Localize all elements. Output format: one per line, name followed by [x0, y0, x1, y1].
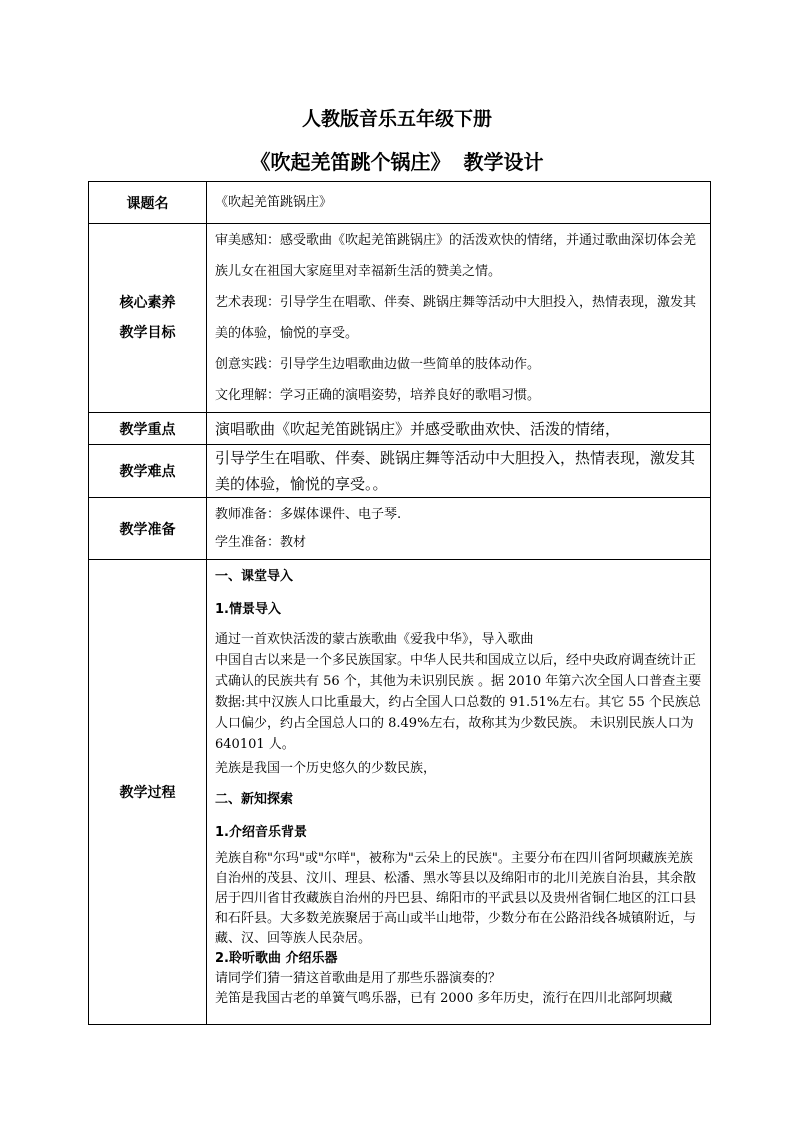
music-background-heading: 1.介绍音乐背景	[215, 825, 307, 840]
qiangdi-intro-text: 羌笛是我国古老的单簧气鸣乐器，已有 2000 多年历史，流行在四川北部阿坝藏	[215, 991, 673, 1006]
intro-lead-text: 通过一首欢快活泼的蒙古族歌曲《爱我中华》，导入歌曲	[215, 632, 534, 647]
goal-expression: 艺术表现：引导学生在唱歌、伴奏、跳锅庄舞等活动中大胆投入，热情表现，激发其美的体验，愉悦的享受。	[215, 295, 697, 341]
goals-label-line1: 核心素养	[119, 295, 176, 311]
goal-creative: 创意实践：引导学生边唱歌曲边做一些简单的肢体动作。	[215, 357, 541, 372]
process-label: 教学过程	[89, 560, 207, 1025]
listen-instrument-heading: 2.聆听歌曲 介绍乐器	[215, 951, 338, 966]
topic-row	[89, 182, 711, 224]
key-point-row	[89, 413, 711, 445]
key-point-text: 演唱歌曲《吹起羌笛跳锅庄》并感受歌曲欢快、活泼的情绪，	[215, 419, 621, 438]
scenario-intro-heading: 1.情景导入	[215, 602, 281, 617]
key-point-label: 教学重点	[89, 413, 207, 445]
section-intro-heading: 一、课堂导入	[215, 569, 294, 584]
goals-content	[207, 224, 711, 413]
key-point-content	[207, 413, 711, 445]
topic-text: 《吹起羌笛跳锅庄》	[215, 195, 333, 210]
qiang-intro-text: 羌族是我国一个历史悠久的少数民族，	[215, 761, 437, 776]
prep-row	[89, 498, 711, 560]
topic-label: 课题名	[89, 182, 207, 224]
topic-value	[207, 182, 711, 224]
goals-label-line2: 教学目标	[119, 325, 176, 341]
difficulty-row	[89, 445, 711, 498]
goals-row	[89, 224, 711, 413]
goals-label	[89, 224, 207, 413]
difficulty-text: 引导学生在唱歌、伴奏、跳锅庄舞等活动中大胆投入，热情表现，激发其美的体验，愉悦的享受。。	[215, 449, 696, 493]
process-row	[89, 560, 711, 1025]
goal-aesthetic: 审美感知：感受歌曲《吹起羌笛跳锅庄》的活泼欢快的情绪，并通过歌曲深切体会羌族儿女在祖国大家庭里对幸福新生活的赞美之情。	[215, 233, 697, 279]
intro-body-text: 中国自古以来是一个多民族国家。中华人民共和国成立以后，经中央政府调查统计正式确认的民族共有 56 个，其他为未识别民族 。据 2010 年第六次全国人口普查主要数据:其中汉族人口比重最大，约占全国人口总数的 91.51%左右。其它 55 个民族总人口偏少，约占全国总人口的 8.49%左右，故称其为少数民族。 未识别民族人口为 640101 人。	[215, 653, 702, 752]
document-subtitle: 《吹起羌笛跳个锅庄》 教学设计	[250, 150, 544, 174]
music-background-text: 羌族自称"尔玛"或"尔咩"，被称为"云朵上的民族"。主要分布在四川省阿坝藏族羌族自治州的茂县、汶川、理县、松潘、黑水等县以及绵阳市的北川羌族自治县，其余散居于四川省甘孜藏族自治州的丹巴县、绵阳市的平武县以及贵州省铜仁地区的江口县和石阡县。大多数羌族聚居于高山或半山地带，少数分布在公路沿线各城镇附近，与藏、汉、回等族人民杂居。	[215, 851, 697, 946]
prep-content	[207, 498, 711, 560]
student-prep: 学生准备：教材	[215, 534, 307, 550]
difficulty-label: 教学难点	[89, 445, 207, 498]
guess-question-text: 请同学们猜一猜这首歌曲是用了那些乐器演奏的？	[215, 971, 502, 986]
teacher-prep: 教师准备：多媒体课件、电子琴.	[215, 506, 402, 522]
difficulty-content	[207, 445, 711, 498]
prep-label: 教学准备	[89, 498, 207, 560]
goal-culture: 文化理解：学习正确的演唱姿势，培养良好的歌唱习惯。	[215, 388, 541, 403]
document-title: 人教版音乐五年级下册	[301, 108, 492, 130]
process-content	[207, 560, 711, 1025]
lesson-plan-table	[88, 181, 711, 1025]
section-new-knowledge-heading: 二、新知探索	[215, 792, 294, 807]
